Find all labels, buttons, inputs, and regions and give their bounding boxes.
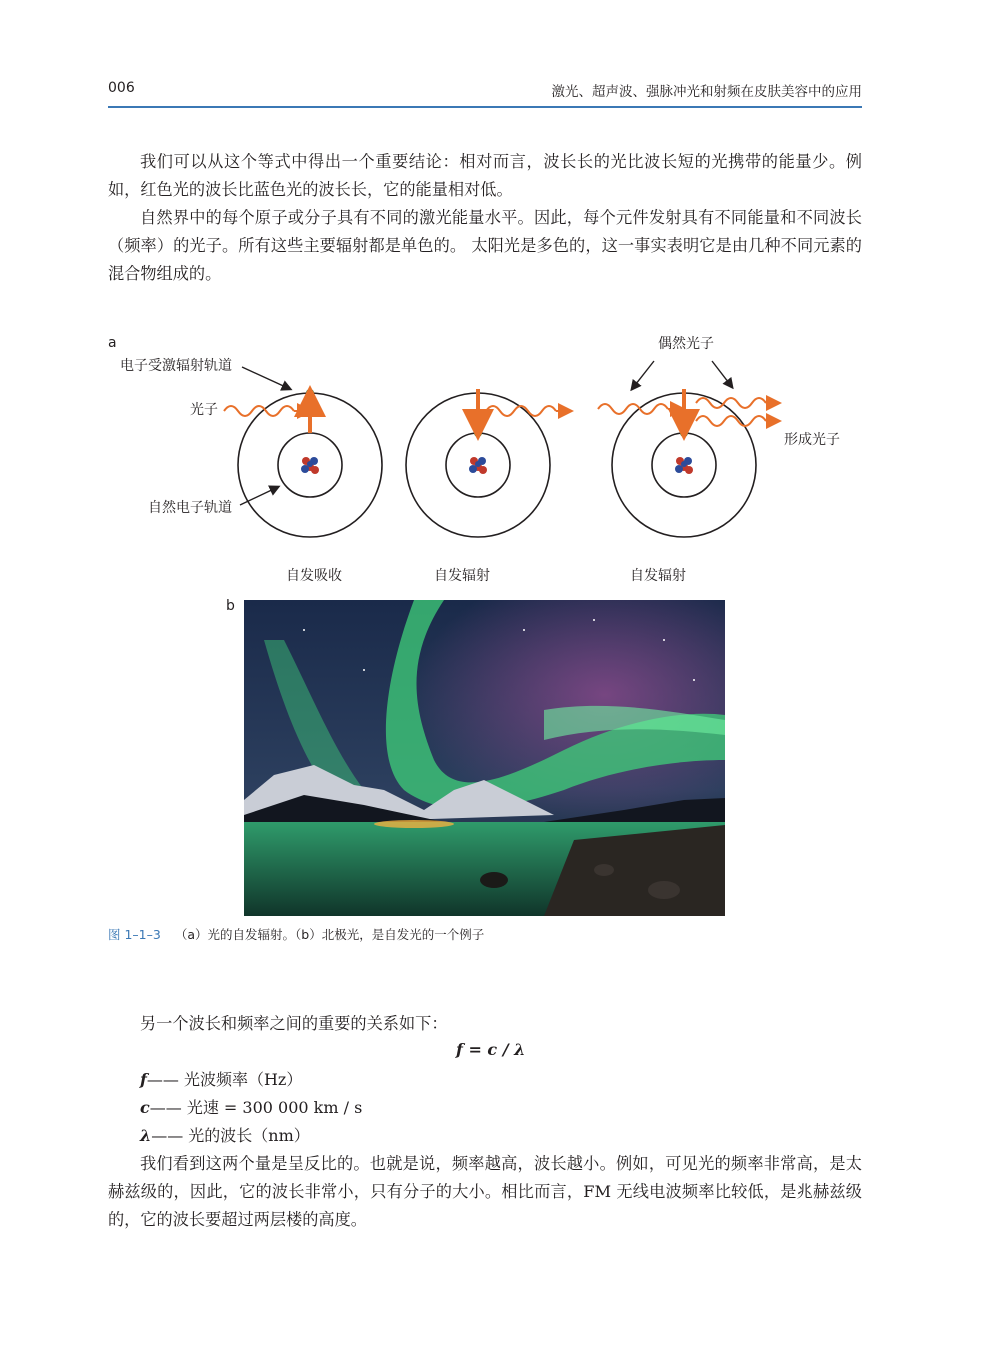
figure-caption — [108, 925, 484, 943]
aurora-image — [244, 600, 725, 916]
definition-lambda — [140, 1122, 310, 1150]
caption-number: 图 1–1–3 — [108, 927, 161, 942]
label-random-photon: 偶然光子 — [658, 336, 714, 352]
atom-emission-2 — [598, 361, 774, 537]
definition-c-text: —— 光速 = 300 000 km / s — [149, 1098, 363, 1117]
header-rule — [108, 106, 862, 108]
aurora-photo — [244, 600, 725, 916]
paragraph-2: 自然界中的每个原子或分子具有不同的激光能量水平。因此，每个元件发射具有不同能量和不同波长（频率）的光子。所有这些主要辐射都是单色的。 太阳光是多色的，这一事实表明它是由几种不同元素的混合物组成的。 — [108, 208, 862, 283]
page-header — [108, 80, 862, 102]
panel-b-letter: b — [226, 598, 235, 614]
definition-c — [140, 1094, 362, 1122]
definition-lambda-text: —— 光的波长（nm） — [151, 1126, 310, 1145]
panel-a-letter: a — [108, 335, 117, 351]
label-excited-orbit: 电子受激辐射轨道 — [120, 358, 232, 374]
label-formed-photon: 形成光子 — [784, 432, 840, 448]
label-emission-1: 自发辐射 — [434, 568, 490, 584]
label-photon: 光子 — [190, 402, 218, 418]
paragraph-3: 另一个波长和频率之间的重要的关系如下： — [140, 1014, 448, 1033]
definition-f — [140, 1066, 302, 1094]
definition-f-text: —— 光波频率（Hz） — [146, 1070, 303, 1089]
atom-emission-1 — [406, 389, 566, 537]
running-title: 激光、超声波、强脉冲光和射频在皮肤美容中的应用 — [551, 84, 862, 100]
symbol-c: c — [140, 1098, 150, 1117]
symbol-f: f — [140, 1070, 147, 1089]
formula-equation: f = c / λ — [456, 1040, 526, 1059]
paragraph-1: 我们可以从这个等式中得出一个重要结论：相对而言，波长长的光比波长短的光携带的能量少。例如，红色光的波长比蓝色光的波长长，它的能量相对低。 — [108, 152, 862, 199]
caption-text: （a）光的自发辐射。（b）北极光，是自发光的一个例子 — [174, 927, 485, 942]
figure-panel-a — [100, 325, 860, 590]
symbol-lambda: λ — [140, 1126, 152, 1145]
label-emission-2: 自发辐射 — [630, 568, 686, 584]
label-absorption: 自发吸收 — [286, 568, 342, 584]
paragraph-4: 我们看到这两个量是呈反比的。也就是说，频率越高，波长越小。例如，可见光的频率非常高，是太赫兹级的，因此，它的波长非常小，只有分子的大小。相比而言，FM 无线电波频率比较低，是兆赫兹级的，它的波长要超过两层楼的高度。 — [108, 1154, 862, 1229]
label-natural-orbit: 自然电子轨道 — [148, 500, 232, 516]
atom-absorption — [224, 367, 382, 537]
page-number: 006 — [108, 80, 135, 96]
